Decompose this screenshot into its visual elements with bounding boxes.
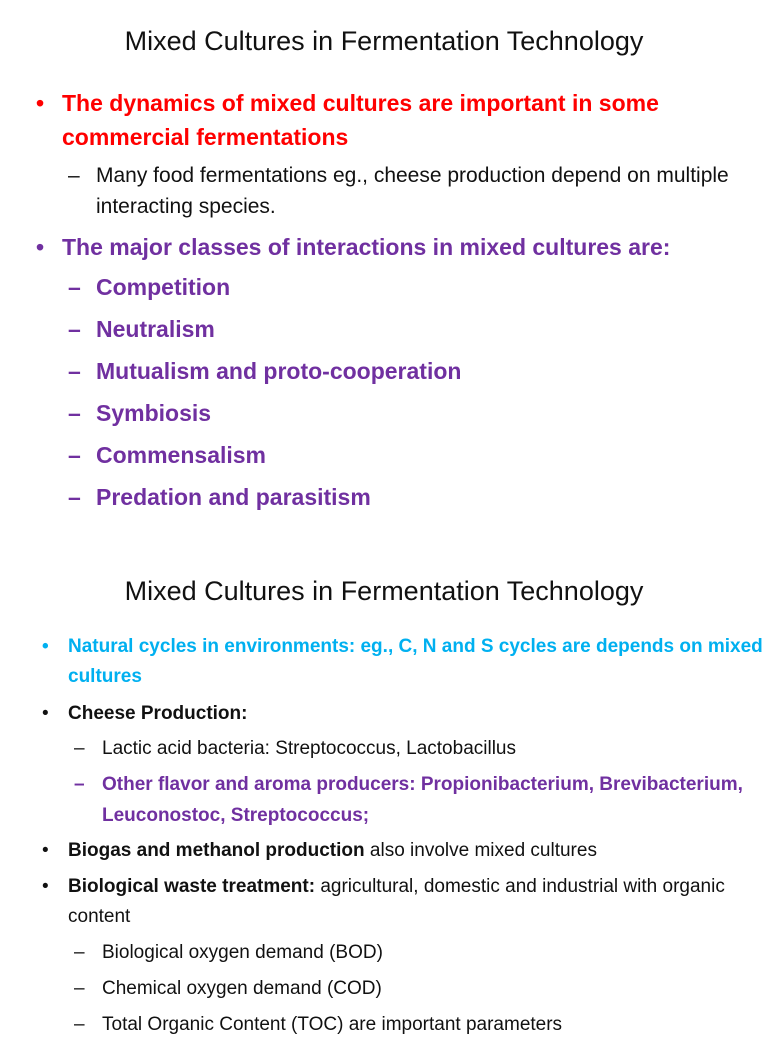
dash-icon: – xyxy=(68,274,81,300)
dash-icon: – xyxy=(68,164,80,187)
interaction-label: Competition xyxy=(96,274,231,300)
bullet-biogas xyxy=(42,836,762,866)
dash-icon: – xyxy=(68,484,81,510)
bullet-icon: • xyxy=(42,636,49,657)
bullet-cheese-label: Cheese Production: xyxy=(68,703,248,724)
dash-icon: – xyxy=(68,400,81,426)
interaction-item xyxy=(68,438,266,472)
bullet-major-classes-text: The major classes of interactions in mixed cultures are: xyxy=(62,234,671,260)
sub-bullet-cod xyxy=(74,974,764,1004)
sub-bullet-flavor-text: Other flavor and aroma producers: Propionibacterium, Brevibacterium, Leuconostoc, Streptococcus; xyxy=(102,774,743,826)
sub-bullet-food-text: Many food fermentations eg., cheese production depend on multiple interacting species. xyxy=(96,164,729,218)
bullet-natural-cycles-text: Natural cycles in environments: eg., C, N and S cycles are depends on mixed cultures xyxy=(68,636,763,687)
sub-bullet-bod xyxy=(74,938,764,968)
interaction-label: Neutralism xyxy=(96,316,215,342)
interaction-label: Symbiosis xyxy=(96,400,212,426)
bullet-dynamics-text: The dynamics of mixed cultures are important in some commercial fermentations xyxy=(62,90,659,150)
sub-bullet-lactic-text: Lactic acid bacteria: Streptococcus, Lactobacillus xyxy=(102,738,516,759)
sub-bullet-food xyxy=(68,160,748,222)
slide-2-title: Mixed Cultures in Fermentation Technology xyxy=(124,576,644,606)
dash-icon: – xyxy=(74,978,85,999)
dash-icon: – xyxy=(74,942,85,963)
interaction-label: Mutualism and proto-cooperation xyxy=(96,358,462,384)
interaction-label: Predation and parasitism xyxy=(96,484,371,510)
sub-bullet-cod-text: Chemical oxygen demand (COD) xyxy=(102,978,382,999)
dash-icon: – xyxy=(68,316,81,342)
dash-icon: – xyxy=(74,774,85,795)
sub-bullet-toc xyxy=(74,1010,764,1040)
bullet-icon: • xyxy=(42,876,49,897)
sub-bullet-flavor xyxy=(74,769,764,831)
bullet-waste xyxy=(42,872,762,932)
interaction-item xyxy=(68,312,215,346)
slide-1-title: Mixed Cultures in Fermentation Technology xyxy=(124,26,644,56)
dash-icon: – xyxy=(68,442,81,468)
interaction-item xyxy=(68,270,230,304)
bullet-icon: • xyxy=(42,840,49,861)
interaction-item xyxy=(68,396,211,430)
bullet-icon: • xyxy=(36,234,45,260)
dash-icon: – xyxy=(74,1014,85,1035)
sub-bullet-lactic xyxy=(74,734,764,764)
bullet-waste-rest: agricultural, domestic and industrial with organic content xyxy=(68,876,725,927)
bullet-icon: • xyxy=(42,703,49,724)
interaction-item xyxy=(68,480,371,514)
slide-2 xyxy=(0,540,768,1035)
sub-bullet-bod-text: Biological oxygen demand (BOD) xyxy=(102,942,383,963)
dash-icon: – xyxy=(74,738,85,759)
bullet-waste-bold: Biological waste treatment: xyxy=(68,876,316,897)
bullet-dynamics xyxy=(36,86,756,154)
bullet-biogas-rest: also involve mixed cultures xyxy=(364,840,597,861)
dash-icon: – xyxy=(68,358,81,384)
bullet-natural-cycles xyxy=(42,632,764,692)
sub-bullet-toc-text: Total Organic Content (TOC) are important parameters xyxy=(102,1014,563,1035)
interaction-label: Commensalism xyxy=(96,442,267,468)
bullet-cheese xyxy=(42,699,762,729)
bullet-icon: • xyxy=(36,90,45,116)
interaction-item xyxy=(68,354,461,388)
bullet-major-classes xyxy=(36,230,756,264)
bullet-biogas-bold: Biogas and methanol production xyxy=(68,840,365,861)
